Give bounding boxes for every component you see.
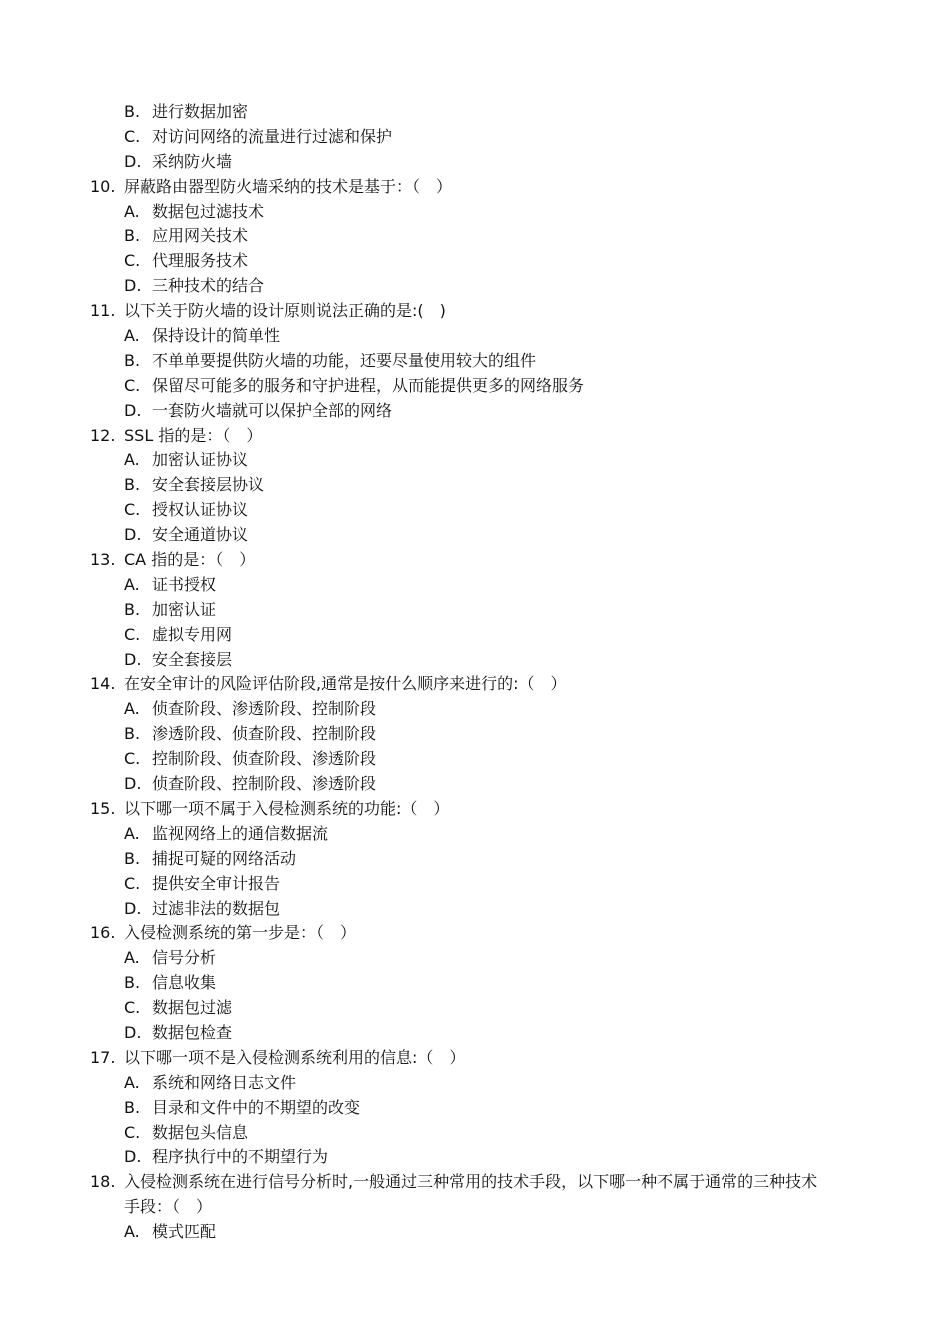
option-14a (0, 697, 950, 722)
question-number: 17. (90, 1047, 116, 1067)
option-letter: B. (124, 1097, 141, 1117)
question-number: 14. (90, 674, 116, 694)
option-text: 模式匹配 (152, 1222, 217, 1242)
option-text: 授权认证协议 (152, 500, 249, 520)
option-text: 渗透阶段、侦查阶段、控制阶段 (152, 724, 377, 744)
option-17b (0, 1096, 950, 1121)
option-text: 保留尽可能多的服务和守护进程，从而能提供更多的网络服务 (152, 375, 585, 395)
question-14 (0, 672, 950, 697)
option-10a (0, 200, 950, 225)
option-letter: D. (124, 400, 142, 420)
option-letter: D. (124, 774, 142, 794)
question-number: 15. (90, 798, 116, 818)
option-14c (0, 747, 950, 772)
option-text: 安全套接层 (152, 649, 233, 669)
question-stem: 以下关于防火墙的设计原则说法正确的是:( ) (124, 301, 446, 321)
question-stem: 入侵检测系统在进行信号分析时,一般通过三种常用的技术手段，以下哪一种不属于通常的三种技术 (124, 1172, 818, 1192)
option-letter: D. (124, 276, 142, 296)
question-17 (0, 1046, 950, 1071)
option-letter: A. (124, 201, 140, 221)
question-number: 11. (90, 301, 116, 321)
option-letter: A. (124, 574, 140, 594)
option-11c (0, 374, 950, 399)
question-number: 16. (90, 923, 116, 943)
question-stem: 以下哪一项不属于入侵检测系统的功能:（ ） (124, 798, 450, 818)
option-letter: D. (124, 525, 142, 545)
option-16c (0, 996, 950, 1021)
option-15a (0, 822, 950, 847)
option-letter: D. (124, 649, 142, 669)
option-text: 虚拟专用网 (152, 624, 233, 644)
option-10c (0, 249, 950, 274)
option-13a (0, 573, 950, 598)
question-stem: SSL 指的是：（ ） (124, 425, 263, 445)
option-text: 采纳防火墙 (152, 151, 233, 171)
question-number: 12. (90, 425, 116, 445)
question-13 (0, 548, 950, 573)
option-text: 侦查阶段、渗透阶段、控制阶段 (152, 699, 377, 719)
option-letter: B. (124, 226, 141, 246)
question-number: 18. (90, 1172, 116, 1192)
option-12c (0, 498, 950, 523)
option-letter: B. (124, 102, 141, 121)
question-18-continuation: 手段：（ ） (124, 1197, 213, 1217)
option-text: 安全通道协议 (152, 525, 249, 545)
option-text: 安全套接层协议 (152, 475, 265, 495)
option-10b (0, 224, 950, 249)
option-15c (0, 872, 950, 897)
question-12 (0, 424, 950, 449)
option-text: 捕捉可疑的网络活动 (152, 848, 297, 868)
option-text: 程序执行中的不期望行为 (152, 1147, 329, 1167)
option-17c (0, 1121, 950, 1146)
option-9c (0, 125, 950, 150)
option-9b (0, 100, 950, 125)
option-text: 信息收集 (152, 973, 217, 993)
option-text: 保持设计的简单性 (152, 326, 281, 346)
option-text: 目录和文件中的不期望的改变 (152, 1097, 361, 1117)
option-letter: A. (124, 948, 140, 968)
option-letter: C. (124, 1122, 141, 1142)
option-9d (0, 150, 950, 175)
option-letter: C. (124, 251, 141, 271)
option-letter: B. (124, 848, 141, 868)
option-text: 应用网关技术 (152, 226, 249, 246)
option-letter: D. (124, 898, 142, 918)
question-stem: 以下哪一项不是入侵检测系统利用的信息:（ ） (124, 1047, 466, 1067)
option-letter: C. (124, 126, 141, 146)
option-text: 加密认证协议 (152, 450, 249, 470)
option-text: 三种技术的结合 (152, 276, 265, 296)
option-13c (0, 623, 950, 648)
option-17d (0, 1145, 950, 1170)
option-letter: B. (124, 724, 141, 744)
option-letter: D. (124, 1022, 142, 1042)
question-stem: 屏蔽路由器型防火墙采纳的技术是基于：（ ） (124, 176, 453, 196)
question-10 (0, 175, 950, 200)
option-14b (0, 722, 950, 747)
option-letter: B. (124, 350, 141, 370)
option-15b (0, 847, 950, 872)
option-letter: A. (124, 823, 140, 843)
question-11 (0, 299, 950, 324)
option-text: 数据包头信息 (152, 1122, 249, 1142)
option-18a (0, 1220, 950, 1245)
option-letter: A. (124, 450, 140, 470)
option-12b (0, 473, 950, 498)
option-13b (0, 598, 950, 623)
option-text: 提供安全审计报告 (152, 873, 281, 893)
option-letter: A. (124, 699, 140, 719)
option-text: 进行数据加密 (152, 102, 249, 121)
option-17a (0, 1071, 950, 1096)
option-13d (0, 648, 950, 673)
option-10d (0, 274, 950, 299)
option-letter: B. (124, 475, 141, 495)
option-text: 数据包过滤 (152, 998, 233, 1018)
option-16d (0, 1021, 950, 1046)
option-16a (0, 946, 950, 971)
option-text: 侦查阶段、控制阶段、渗透阶段 (152, 774, 377, 794)
option-letter: C. (124, 624, 141, 644)
option-12d (0, 523, 950, 548)
option-letter: C. (124, 998, 141, 1018)
question-stem: CA 指的是：（ ） (124, 550, 256, 570)
option-text: 系统和网络日志文件 (152, 1072, 297, 1092)
option-text: 不单单要提供防火墙的功能，还要尽量使用较大的组件 (152, 350, 537, 370)
question-stem: 在安全审计的风险评估阶段,通常是按什么顺序来进行的:（ ） (124, 674, 567, 694)
option-letter: A. (124, 1072, 140, 1092)
option-text: 数据包过滤技术 (152, 201, 265, 221)
option-letter: D. (124, 1147, 142, 1167)
question-stem: 入侵检测系统的第一步是：（ ） (124, 923, 357, 943)
option-letter: A. (124, 326, 140, 346)
option-text: 控制阶段、侦查阶段、渗透阶段 (152, 749, 377, 769)
option-letter: C. (124, 375, 141, 395)
question-15 (0, 797, 950, 822)
option-text: 代理服务技术 (152, 251, 249, 271)
option-12a (0, 448, 950, 473)
option-letter: C. (124, 500, 141, 520)
option-text: 一套防火墙就可以保护全部的网络 (152, 400, 393, 420)
option-letter: C. (124, 749, 141, 769)
option-15d (0, 897, 950, 922)
question-16 (0, 921, 950, 946)
option-11a (0, 324, 950, 349)
option-text: 证书授权 (152, 574, 217, 594)
option-14d (0, 772, 950, 797)
question-18 (0, 1170, 950, 1195)
option-11b (0, 349, 950, 374)
option-text: 对访问网络的流量进行过滤和保护 (152, 126, 393, 146)
option-text: 加密认证 (152, 599, 217, 619)
document-page (0, 100, 950, 1245)
option-text: 监视网络上的通信数据流 (152, 823, 329, 843)
option-11d (0, 399, 950, 424)
option-letter: C. (124, 873, 141, 893)
option-letter: B. (124, 973, 141, 993)
option-text: 过滤非法的数据包 (152, 898, 281, 918)
option-letter: A. (124, 1222, 140, 1242)
question-number: 10. (90, 176, 116, 196)
option-text: 信号分析 (152, 948, 217, 968)
option-16b (0, 971, 950, 996)
option-text: 数据包检查 (152, 1022, 233, 1042)
option-letter: D. (124, 151, 142, 171)
question-number: 13. (90, 550, 116, 570)
option-letter: B. (124, 599, 141, 619)
